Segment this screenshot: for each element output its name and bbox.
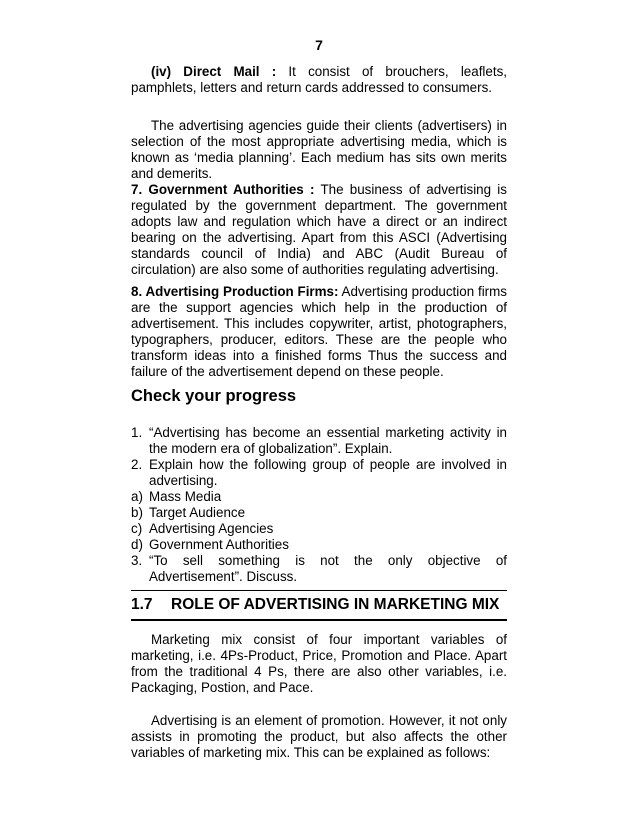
list-marker: b) (131, 505, 143, 520)
list-marker: 2. (131, 457, 143, 472)
list-marker: d) (131, 537, 143, 552)
paragraph-text: It consist of brouchers, leaflets, pamphlets, letters and return cards addressed to consumers. (131, 64, 507, 95)
section-number: 1.7 (131, 596, 153, 613)
paragraph-government (131, 182, 507, 278)
list-text: “Advertising has become an essential marketing activity in the modern era of globalization”. Explain. (149, 425, 507, 456)
paragraph-text: The advertising agencies guide their clients (advertisers) in selection of the most appropriate advertising media, which is known as ‘media planning’. Each medium has sits own merits and demerits. (131, 118, 507, 181)
paragraph-text: Marketing mix consist of four important variables of marketing, i.e. 4Ps-Product, Price, Promotion and Place. Apart from the traditional 4 Ps, there are also other variables, i.e. Packaging, Postion, and Pace. (131, 632, 507, 695)
paragraph-text: The business of advertising is regulated by the government department. The government adopts law and regulation which have a direct or an indirect bearing on the advertising. Apart from this ASCI (Advertising standards council of India) and ABC (Audit Bureau of circulation) are also some of authorities regulating advertising. (131, 182, 507, 277)
page-number: 7 (315, 37, 323, 53)
list-marker: 1. (131, 425, 143, 440)
list-text: Mass Media (149, 489, 222, 504)
list-marker: c) (131, 521, 143, 536)
list-text: Government Authorities (149, 537, 289, 552)
list-item (131, 553, 507, 585)
list-text: Advertising Agencies (149, 521, 274, 536)
paragraph-marketing-mix (131, 632, 507, 696)
list-item (131, 537, 507, 553)
paragraph-direct-mail (131, 64, 507, 96)
list-text: Target Audience (149, 505, 246, 520)
section-heading (131, 590, 507, 621)
list-item (131, 489, 507, 505)
check-progress-heading: Check your progress (131, 387, 297, 405)
list-marker: a) (131, 489, 143, 504)
list-marker: 3. (131, 553, 143, 568)
paragraph-lead: 8. Advertising Production Firms: (131, 284, 339, 299)
paragraph-text: Advertising is an element of promotion. However, it not only assists in promoting the product, but also affects the other variables of marketing mix. This can be explained as follows: (131, 713, 507, 760)
paragraph-text: Advertising production firms are the support agencies which help in the production of advertisement. This includes copywriter, artist, photographers, typographers, producer, editors. These are the people who transform ideas into a finished forms Thus the success and failure of the advertisement depend on these people. (131, 284, 507, 379)
list-text: Explain how the following group of people are involved in advertising. (149, 457, 507, 488)
paragraph-agencies (131, 118, 507, 182)
paragraph-promotion (131, 713, 507, 761)
list-item (131, 425, 507, 457)
list-item (131, 505, 507, 521)
list-item (131, 521, 507, 537)
paragraph-lead: 7. Government Authorities : (131, 182, 315, 197)
paragraph-production-firms (131, 284, 507, 380)
list-text: “To sell something is not the only objective of Advertisement”. Discuss. (149, 553, 507, 584)
section-title: ROLE OF ADVERTISING IN MARKETING MIX (171, 596, 500, 613)
list-item (131, 457, 507, 489)
paragraph-lead: (iv) Direct Mail : (151, 64, 277, 79)
